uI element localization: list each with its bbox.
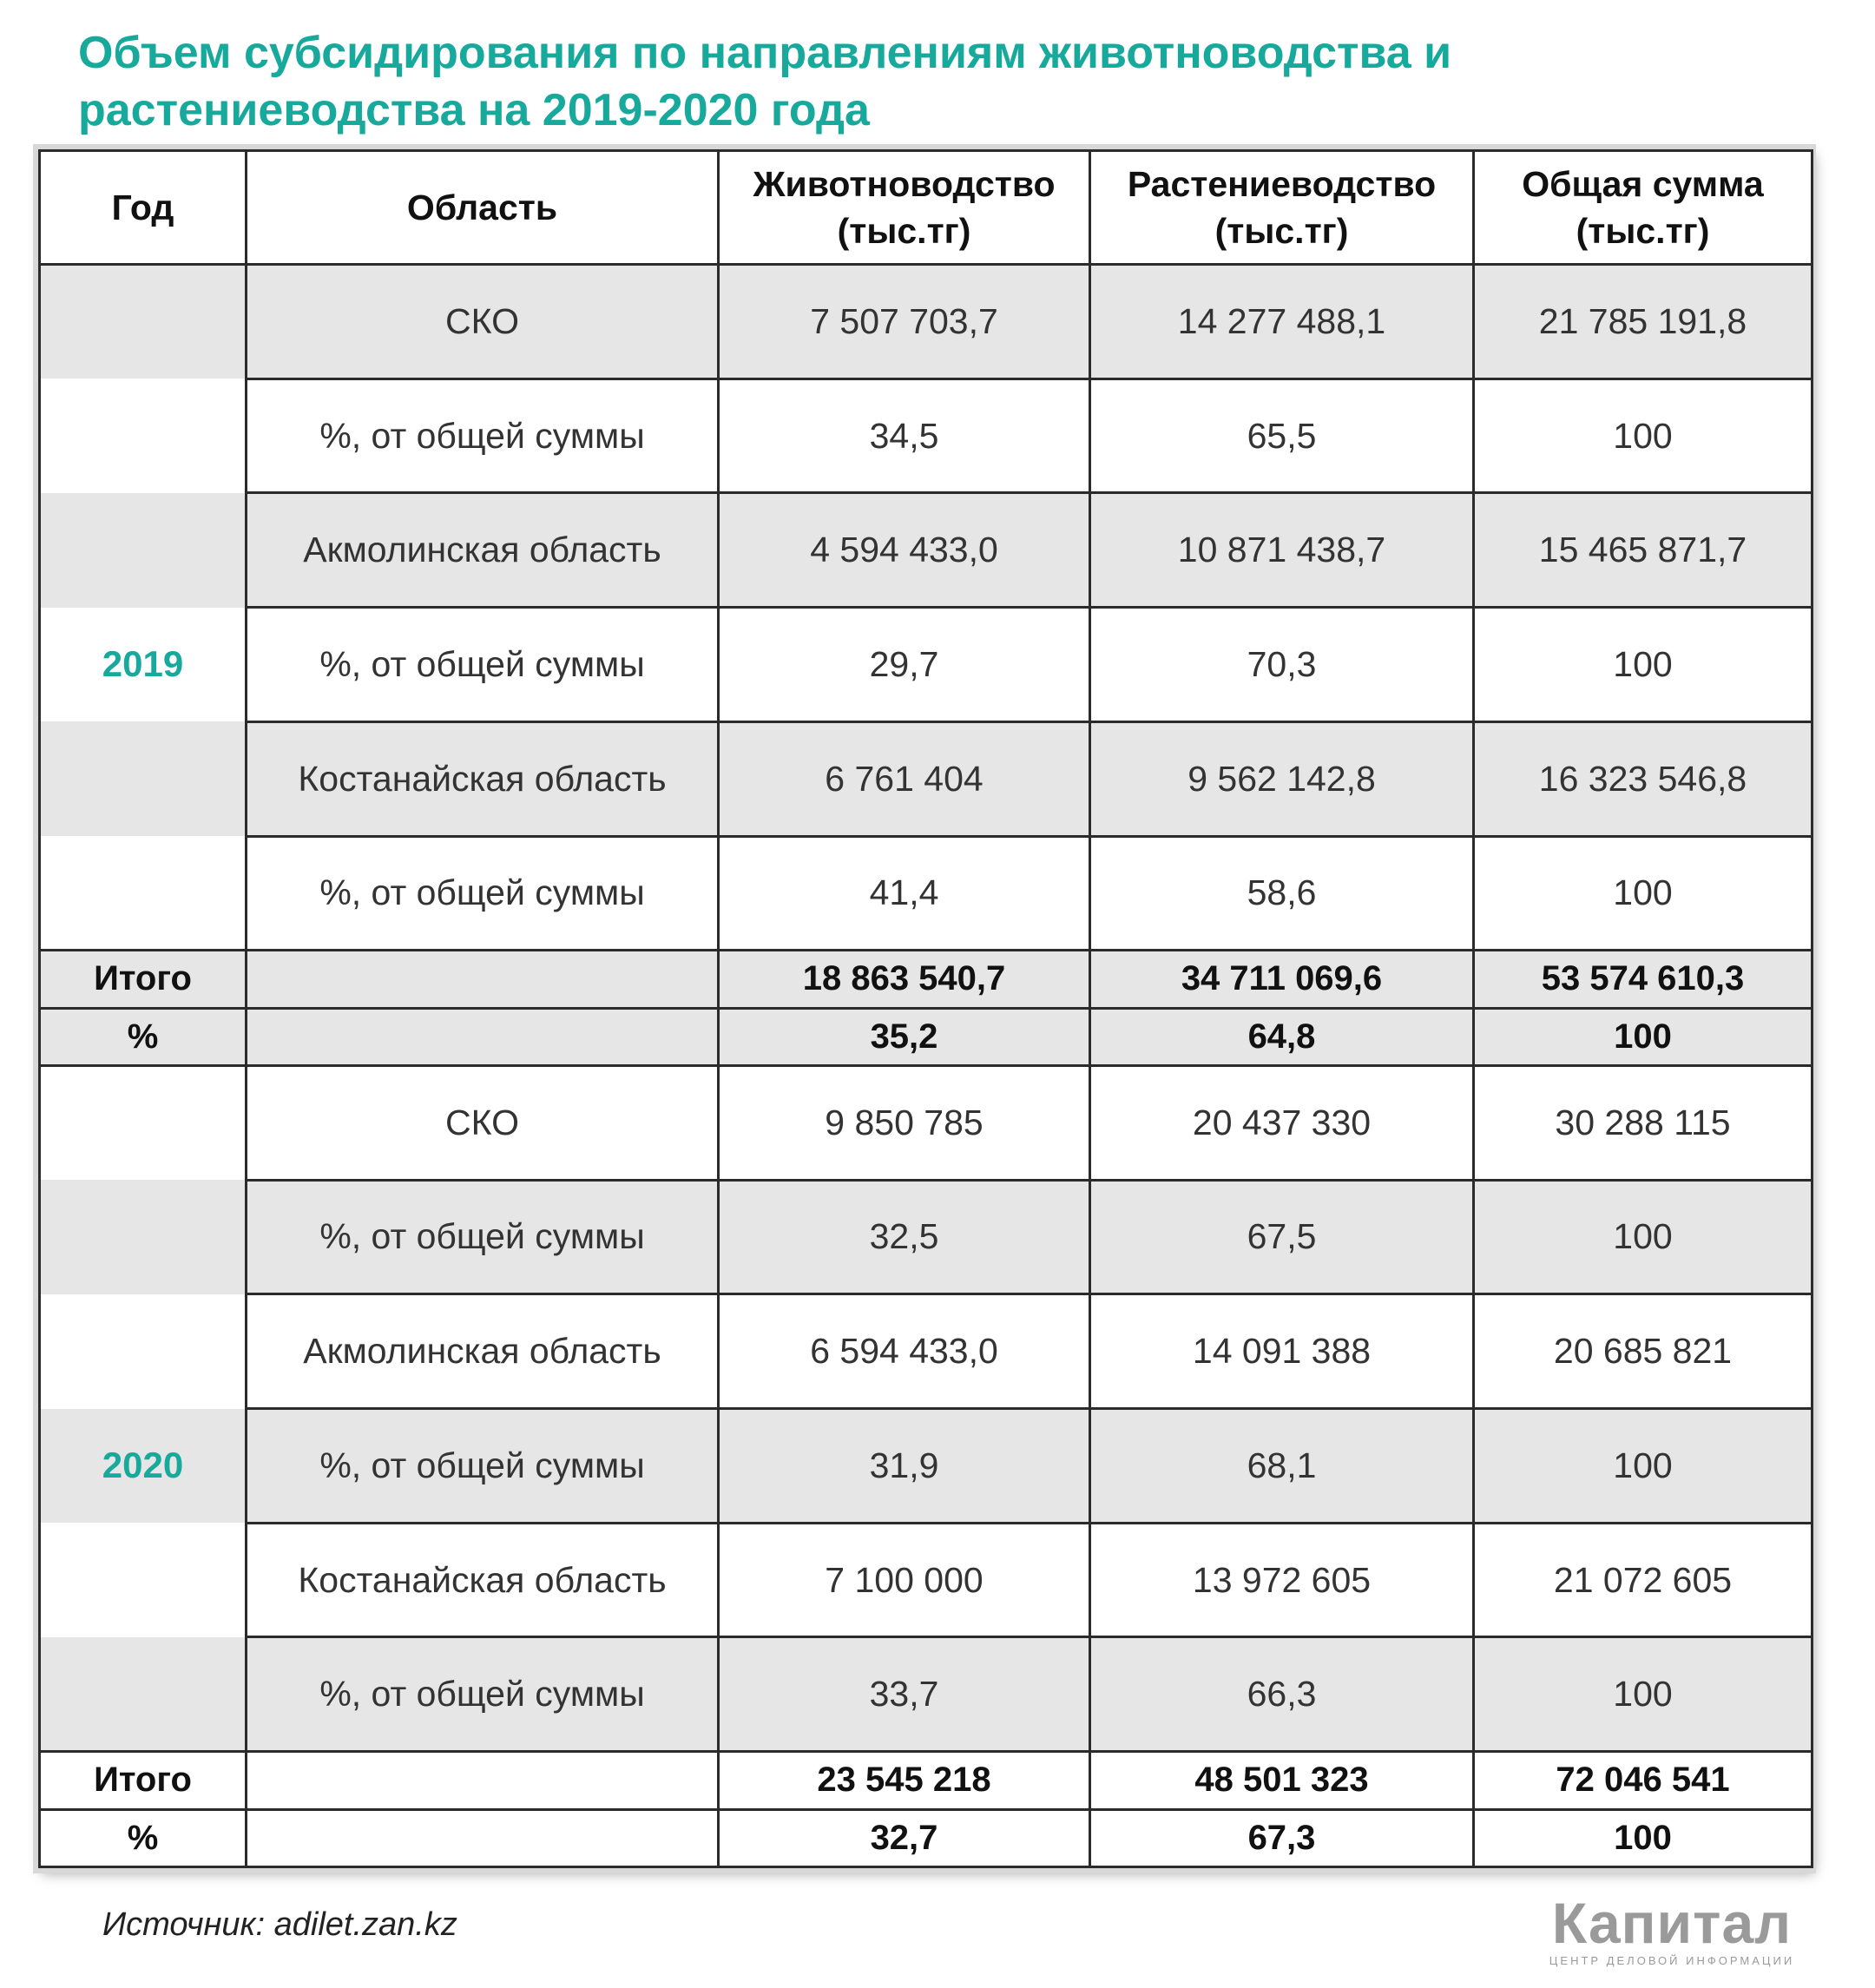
table-row <box>40 1523 1812 1637</box>
year-cell <box>40 1180 247 1294</box>
crops-value: 70,3 <box>1090 608 1474 722</box>
livestock-percent: 35,2 <box>719 1008 1090 1065</box>
crops-value: 66,3 <box>1090 1637 1474 1752</box>
livestock-value: 6 761 404 <box>719 721 1090 836</box>
region-label: СКО <box>247 1065 719 1180</box>
total-percent: 100 <box>1474 1008 1812 1065</box>
region-label: %, от общей суммы <box>247 836 719 951</box>
total-percent: 100 <box>1474 1809 1812 1866</box>
table-row <box>40 379 1812 493</box>
livestock-value: 33,7 <box>719 1637 1090 1752</box>
crops-value: 67,5 <box>1090 1180 1474 1294</box>
source-note: Источник: adilet.zan.kz <box>102 1906 457 1943</box>
subsidy-table <box>38 149 1813 1868</box>
region-label: Акмолинская область <box>247 493 719 608</box>
livestock-value: 32,5 <box>719 1180 1090 1294</box>
logo-subtitle: ЦЕНТР ДЕЛОВОЙ ИНФОРМАЦИИ <box>1549 1954 1795 1967</box>
crops-total: 34 711 069,6 <box>1090 951 1474 1008</box>
percent-row-2020 <box>40 1809 1812 1866</box>
crops-total: 48 501 323 <box>1090 1752 1474 1809</box>
crops-value: 58,6 <box>1090 836 1474 951</box>
livestock-value: 29,7 <box>719 608 1090 722</box>
crops-value: 65,5 <box>1090 379 1474 493</box>
table-row <box>40 1409 1812 1524</box>
header-crops: Растениеводство (тыс.тг) <box>1090 151 1474 265</box>
total-row-2020 <box>40 1752 1812 1809</box>
region-label: Акмолинская область <box>247 1294 719 1409</box>
livestock-value: 7 100 000 <box>719 1523 1090 1637</box>
livestock-value: 9 850 785 <box>719 1065 1090 1180</box>
year-cell <box>40 1065 247 1180</box>
percent-label: % <box>40 1809 247 1866</box>
total-empty-cell <box>247 1752 719 1809</box>
table-row <box>40 493 1812 608</box>
total-value: 16 323 546,8 <box>1474 721 1812 836</box>
percent-label: % <box>40 1008 247 1065</box>
livestock-total: 23 545 218 <box>719 1752 1090 1809</box>
total-value: 15 465 871,7 <box>1474 493 1812 608</box>
crops-value: 20 437 330 <box>1090 1065 1474 1180</box>
crops-value: 10 871 438,7 <box>1090 493 1474 608</box>
subsidy-table-container <box>38 149 1811 1868</box>
crops-value: 14 277 488,1 <box>1090 265 1474 379</box>
crops-percent: 67,3 <box>1090 1809 1474 1866</box>
region-label: Костанайская область <box>247 721 719 836</box>
header-total: Общая сумма (тыс.тг) <box>1474 151 1812 265</box>
region-label: Костанайская область <box>247 1523 719 1637</box>
total-value: 20 685 821 <box>1474 1294 1812 1409</box>
livestock-value: 4 594 433,0 <box>719 493 1090 608</box>
total-value: 30 288 115 <box>1474 1065 1812 1180</box>
table-row <box>40 1065 1812 1180</box>
region-label: %, от общей суммы <box>247 379 719 493</box>
table-row <box>40 1637 1812 1752</box>
table-header-row <box>40 151 1812 265</box>
year-cell <box>40 379 247 493</box>
header-livestock: Животноводство (тыс.тг) <box>719 151 1090 265</box>
total-value: 21 785 191,8 <box>1474 265 1812 379</box>
region-label: %, от общей суммы <box>247 1409 719 1524</box>
crops-value: 9 562 142,8 <box>1090 721 1474 836</box>
total-value: 100 <box>1474 379 1812 493</box>
livestock-value: 6 594 433,0 <box>719 1294 1090 1409</box>
table-row <box>40 1294 1812 1409</box>
livestock-percent: 32,7 <box>719 1809 1090 1866</box>
year-label-2019: 2019 <box>40 608 247 722</box>
year-cell <box>40 836 247 951</box>
year-cell <box>40 265 247 379</box>
kapital-logo <box>1542 1893 1802 1969</box>
total-value: 21 072 605 <box>1474 1523 1812 1637</box>
grand-total: 72 046 541 <box>1474 1752 1812 1809</box>
header-year: Год <box>40 151 247 265</box>
year-cell <box>40 1637 247 1752</box>
grand-total: 53 574 610,3 <box>1474 951 1812 1008</box>
year-cell <box>40 1523 247 1637</box>
table-row <box>40 1180 1812 1294</box>
region-label: %, от общей суммы <box>247 608 719 722</box>
year-cell <box>40 1294 247 1409</box>
region-label: %, от общей суммы <box>247 1180 719 1294</box>
page-title: Объем субсидирования по направлениям животноводства и растениеводства на 2019-2020 года <box>78 28 1452 135</box>
logo-name: Капитал <box>1551 1891 1793 1955</box>
livestock-value: 41,4 <box>719 836 1090 951</box>
total-value: 100 <box>1474 1180 1812 1294</box>
year-label-2020: 2020 <box>40 1409 247 1524</box>
total-label: Итого <box>40 1752 247 1809</box>
crops-percent: 64,8 <box>1090 1008 1474 1065</box>
table-row <box>40 836 1812 951</box>
header-region: Область <box>247 151 719 265</box>
total-value: 100 <box>1474 1409 1812 1524</box>
region-label: %, от общей суммы <box>247 1637 719 1752</box>
table-row <box>40 265 1812 379</box>
year-cell <box>40 721 247 836</box>
crops-value: 68,1 <box>1090 1409 1474 1524</box>
percent-empty-cell <box>247 1008 719 1065</box>
livestock-value: 34,5 <box>719 379 1090 493</box>
table-row <box>40 608 1812 722</box>
total-value: 100 <box>1474 608 1812 722</box>
total-label: Итого <box>40 951 247 1008</box>
percent-row-2019 <box>40 1008 1812 1065</box>
livestock-total: 18 863 540,7 <box>719 951 1090 1008</box>
percent-empty-cell <box>247 1809 719 1866</box>
livestock-value: 7 507 703,7 <box>719 265 1090 379</box>
total-value: 100 <box>1474 1637 1812 1752</box>
region-label: СКО <box>247 265 719 379</box>
total-value: 100 <box>1474 836 1812 951</box>
total-row-2019 <box>40 951 1812 1008</box>
total-empty-cell <box>247 951 719 1008</box>
crops-value: 14 091 388 <box>1090 1294 1474 1409</box>
year-cell <box>40 493 247 608</box>
crops-value: 13 972 605 <box>1090 1523 1474 1637</box>
table-row <box>40 721 1812 836</box>
livestock-value: 31,9 <box>719 1409 1090 1524</box>
